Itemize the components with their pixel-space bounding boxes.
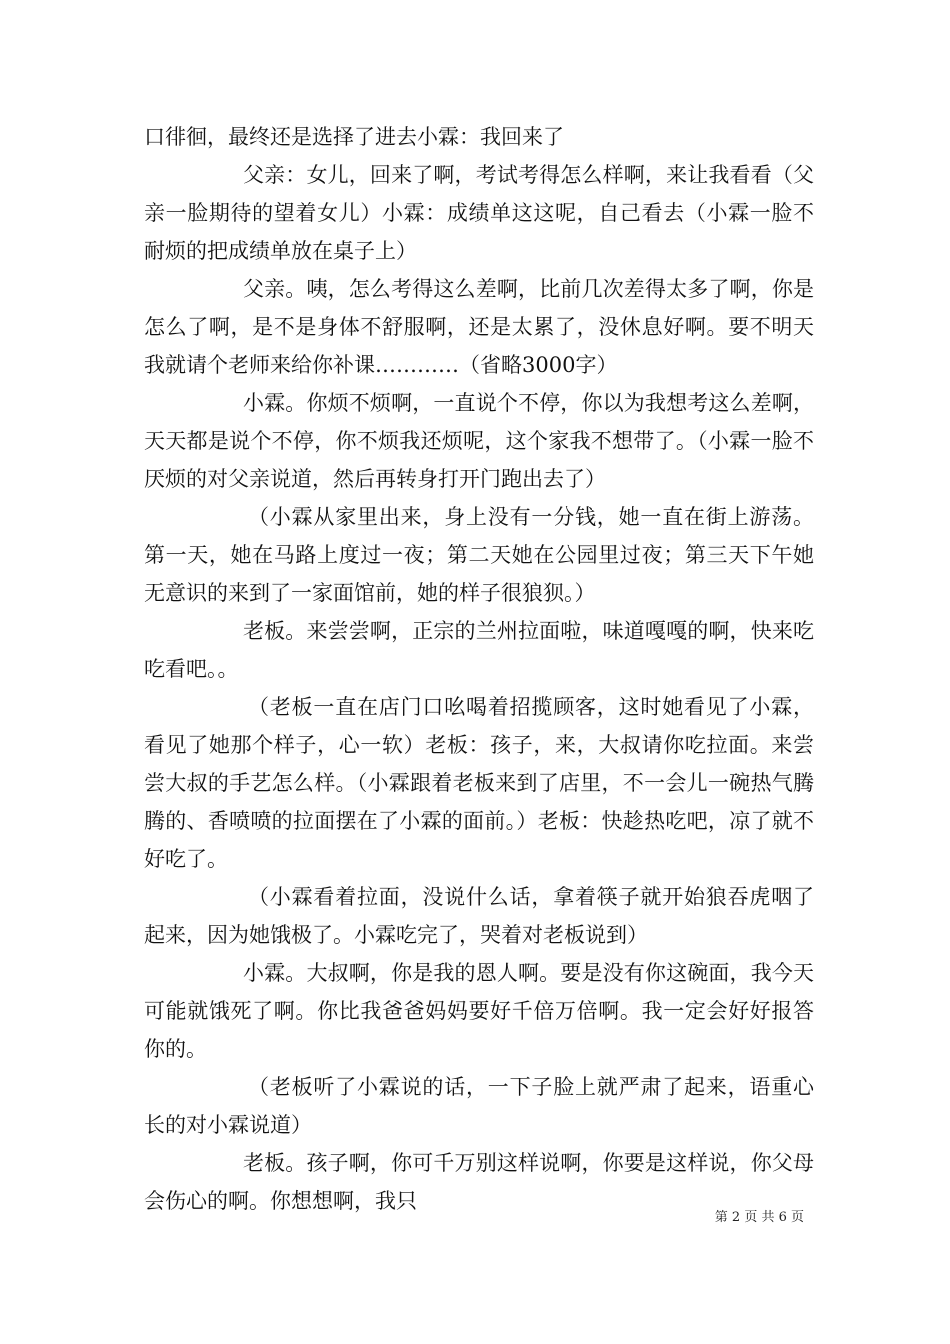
paragraph-7: （老板一直在店门口吆喝着招揽顾客，这时她看见了小霖，看见了她那个样子，心一软）老板：孩子，来，大叔请你吃拉面。来尝尝大叔的手艺怎么样。（小霖跟着老板来到了店里，不一会儿一碗热气腾腾的、香喷喷的拉面摆在了小霖的面前。）老板：快趁热吃吧，凉了就不好吃了。 — [144, 695, 814, 871]
paragraph-8: （小霖看着拉面，没说什么话，拿着筷子就开始狼吞虎咽了起来，因为她饿极了。小霖吃完了，哭着对老板说到） — [144, 885, 814, 947]
paragraph-10: （老板听了小霖说的话，一下子脸上就严肃了起来，语重心长的对小霖说道） — [144, 1075, 814, 1137]
paragraph-11: 老板。孩子啊，你可千万别这样说啊，你要是这样说，你父母会伤心的啊。你想想啊，我只 — [144, 1151, 814, 1213]
paragraph-3: 父亲。咦，怎么考得这么差啊，比前几次差得太多了啊，你是怎么了啊，是不是身体不舒服啊，还是太累了，没休息好啊。要不明天我就请个老师来给你补课…………（省略3000字） — [144, 277, 814, 377]
paragraph-4: 小霖。你烦不烦啊，一直说个不停，你以为我想考这么差啊，天天都是说个不停，你不烦我还烦呢，这个家我不想带了。（小霖一脸不厌烦的对父亲说道，然后再转身打开门跑出去了） — [144, 391, 814, 491]
paragraph-5: （小霖从家里出来，身上没有一分钱，她一直在街上游荡。第一天，她在马路上度过一夜；第二天她在公园里过夜；第三天下午她无意识的来到了一家面馆前，她的样子很狼狈。） — [144, 505, 814, 605]
paragraph-2: 父亲：女儿，回来了啊，考试考得怎么样啊，来让我看看（父亲一脸期待的望着女儿）小霖：成绩单这这呢，自己看去（小霖一脸不耐烦的把成绩单放在桌子上） — [144, 163, 814, 263]
page-number: 第 2 页 共 6 页 — [714, 1210, 804, 1225]
paragraph-1: 口徘徊，最终还是选择了进去小霖：我回来了 — [144, 125, 564, 149]
paragraph-6: 老板。来尝尝啊，正宗的兰州拉面啦，味道嘎嘎的啊，快来吃吃看吧。。 — [144, 619, 814, 681]
body-text — [144, 118, 814, 1220]
paragraph-9: 小霖。大叔啊，你是我的恩人啊。要是没有你这碗面，我今天可能就饿死了啊。你比我爸爸妈妈要好千倍万倍啊。我一定会好好报答你的。 — [144, 961, 814, 1061]
